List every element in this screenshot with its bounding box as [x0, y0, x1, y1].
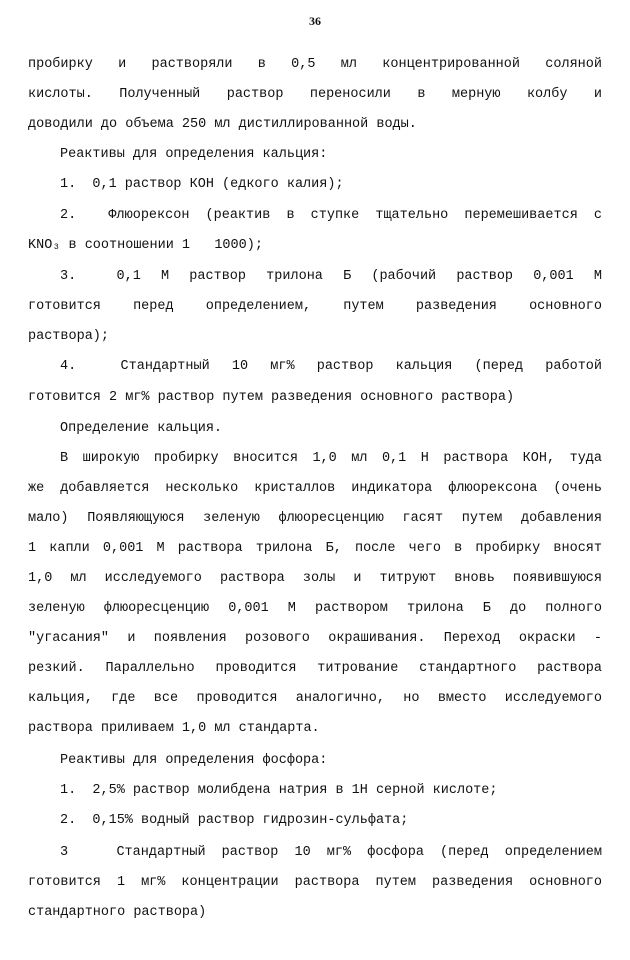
text-line: зеленую флюоресценцию 0,001 М раствором трилона Б до полного: [28, 601, 602, 616]
page-number: 36: [309, 14, 321, 28]
list-item: 1. 0,1 раствор КОН (едкого калия);: [60, 177, 344, 192]
text-line: 1 капли 0,001 М раствора трилона Б, после чего в пробирку вносят: [28, 541, 602, 556]
text-line: В широкую пробирку вносится 1,0 мл 0,1 Н раствора КОН, туда: [60, 451, 602, 466]
list-item: 4. Стандартный 10 мг% раствор кальция (перед работой: [60, 359, 602, 374]
list-item: 2. 0,15% водный раствор гидрозин-сульфата;: [60, 813, 409, 828]
section-heading: Определение кальция.: [60, 421, 223, 436]
text-line: готовится 2 мг% раствор путем разведения основного раствора): [28, 390, 515, 405]
text-line: доводили до объема 250 мл дистиллированной воды.: [28, 117, 417, 132]
text-line: раствора);: [28, 329, 110, 344]
text-line: готовится перед определением, путем разведения основного: [28, 299, 602, 314]
list-item: 3. 0,1 М раствор трилона Б (рабочий раствор 0,001 М: [60, 269, 602, 284]
text-line: готовится 1 мг% концентрации раствора путем разведения основного: [28, 875, 602, 890]
list-item: 1. 2,5% раствор молибдена натрия в 1Н серной кислоте;: [60, 783, 498, 798]
text-line: кислоты. Полученный раствор переносили в мерную колбу и: [28, 87, 602, 102]
section-heading: Реактивы для определения кальция:: [60, 147, 328, 162]
list-item: 2. Флюорексон (реактив в ступке тщательно перемешивается с: [60, 208, 602, 223]
text-line: кальция, где все проводится аналогично, но вместо исследуемого: [28, 691, 602, 706]
section-heading: Реактивы для определения фосфора:: [60, 753, 328, 768]
list-item: 3 Стандартный раствор 10 мг% фосфора (перед определением: [60, 845, 602, 860]
text-line: пробирку и растворяли в 0,5 мл концентрированной соляной: [28, 57, 602, 72]
text-line: резкий. Параллельно проводится титрование стандартного раствора: [28, 661, 602, 676]
text-line: же добавляется несколько кристаллов индикатора флюорексона (очень: [28, 481, 602, 496]
text-line: мало) Появляющуюся зеленую флюоресценцию гасят путем добавления: [28, 511, 602, 526]
text-line: KNO₃ в соотношении 1 1000);: [28, 238, 263, 253]
text-line: стандартного раствора): [28, 905, 207, 920]
text-line: 1,0 мл исследуемого раствора золы и титруют вновь появившуюся: [28, 571, 602, 586]
text-line: "угасания" и появления розового окрашивания. Переход окраски -: [28, 631, 602, 646]
text-line: раствора приливаем 1,0 мл стандарта.: [28, 721, 320, 736]
